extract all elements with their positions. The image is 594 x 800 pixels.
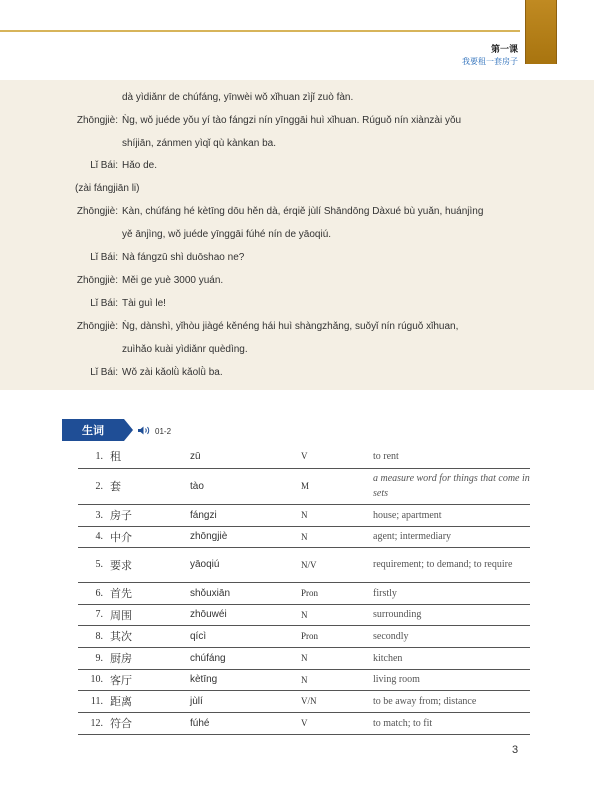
vocab-pos: N	[301, 504, 373, 526]
vocab-number: 1.	[78, 445, 110, 468]
vocab-pinyin: qícì	[190, 625, 301, 647]
vocab-english: a measure word for things that come in sets	[373, 468, 530, 504]
vocab-pinyin: fángzi	[190, 504, 301, 526]
vocab-english: firstly	[373, 582, 530, 604]
vocab-hanzi: 套	[110, 468, 190, 504]
stage-direction: (zài fángjiān li)	[75, 183, 140, 194]
dialogue-line: yě ānjìng, wǒ juéde yīnggāi fúhé nín de yāoqiú.	[122, 229, 332, 240]
page-number: 3	[512, 744, 519, 756]
vocab-hanzi: 中介	[110, 526, 190, 547]
vocab-hanzi: 租	[110, 445, 190, 468]
vocab-number: 9.	[78, 647, 110, 669]
dialogue-line: Wǒ zài kǎolǜ kǎolǜ ba.	[122, 367, 223, 378]
vocab-pos: Pron	[301, 582, 373, 604]
dialogue-line: Měi ge yuè 3000 yuán.	[122, 275, 224, 286]
dialogue-speaker: Lǐ Bái:	[90, 367, 118, 378]
vocab-number: 4.	[78, 526, 110, 547]
dialogue-speaker: Lǐ Bái:	[90, 160, 118, 171]
vocab-pos: Pron	[301, 625, 373, 647]
vocab-pinyin: zhōuwéi	[190, 604, 301, 625]
vocab-hanzi: 厨房	[110, 647, 190, 669]
dialogue-speaker: Zhōngjiè:	[76, 321, 118, 332]
dialogue-line: dà yìdiǎnr de chúfáng, yīnwèi wǒ xǐhuan zìjǐ zuò fàn.	[122, 92, 354, 103]
vocab-number: 7.	[78, 604, 110, 625]
table-row	[78, 468, 530, 504]
vocab-table	[78, 445, 530, 735]
vocab-hanzi: 客厅	[110, 669, 190, 690]
dialogue-line: shíjiān, zánmen yìqǐ qù kànkan ba.	[122, 138, 276, 149]
dialogue-speaker: Lǐ Bái:	[90, 298, 118, 309]
vocab-pos: V/N	[301, 690, 373, 712]
badge-arrow	[124, 419, 133, 441]
vocab-number: 12.	[78, 712, 110, 734]
vocab-pinyin: jùlí	[190, 690, 301, 712]
table-row	[78, 526, 530, 547]
vocab-pinyin: shǒuxiān	[190, 582, 301, 604]
vocab-english: secondly	[373, 625, 530, 647]
vocab-hanzi: 符合	[110, 712, 190, 734]
vocab-hanzi: 房子	[110, 504, 190, 526]
speaker-icon[interactable]	[137, 425, 151, 436]
vocab-pos: N	[301, 604, 373, 625]
vocab-english: surrounding	[373, 604, 530, 625]
dialogue-speaker: Lǐ Bái:	[90, 252, 118, 263]
header-rule	[0, 30, 520, 32]
dialogue-line: Nà fángzū shì duōshao ne?	[122, 252, 245, 263]
vocab-number: 11.	[78, 690, 110, 712]
dialogue-speaker: Zhōngjiè:	[76, 206, 118, 217]
dialogue-line: Tài guì le!	[122, 298, 166, 309]
lesson-number: 第一课	[490, 44, 518, 54]
vocab-pinyin: zhōngjiè	[190, 526, 301, 547]
table-row	[78, 625, 530, 647]
dialogue-line: Ǹg, wǒ juéde yǒu yí tào fángzi nín yīnggāi huì xǐhuan. Rúguǒ nín xiànzài yǒu	[122, 115, 462, 126]
table-row	[78, 669, 530, 690]
vocab-number: 3.	[78, 504, 110, 526]
vocab-pinyin: yāoqiú	[190, 547, 301, 582]
vocab-number: 5.	[78, 547, 110, 582]
vocab-pos: N/V	[301, 547, 373, 582]
vocab-section-title: 生词	[62, 419, 124, 441]
vocab-pinyin: tào	[190, 468, 301, 504]
chapter-tab	[525, 0, 557, 64]
vocab-pinyin: kètīng	[190, 669, 301, 690]
table-row	[78, 604, 530, 625]
vocab-pinyin: zū	[190, 445, 301, 468]
audio-track-code: 01-2	[155, 427, 172, 436]
vocab-hanzi: 其次	[110, 625, 190, 647]
vocab-english: living room	[373, 669, 530, 690]
vocab-pinyin: chúfáng	[190, 647, 301, 669]
vocab-number: 2.	[78, 468, 110, 504]
vocab-number: 8.	[78, 625, 110, 647]
vocab-english: house; apartment	[373, 504, 530, 526]
table-row	[78, 712, 530, 734]
vocab-hanzi: 首先	[110, 582, 190, 604]
dialogue-box	[0, 80, 594, 390]
table-row	[78, 547, 530, 582]
vocab-pos: M	[301, 468, 373, 504]
dialogue-line: Ǹg, dànshì, yǐhòu jiàgé kěnéng hái huì shàngzhǎng, suǒyǐ nín rúguǒ xǐhuan,	[122, 321, 459, 332]
vocab-number: 10.	[78, 669, 110, 690]
vocab-pos: V	[301, 712, 373, 734]
dialogue-line: Hǎo de.	[122, 160, 158, 171]
table-row	[78, 647, 530, 669]
page-header	[0, 0, 594, 80]
dialogue-speaker: Zhōngjiè:	[76, 115, 118, 126]
vocab-english: to rent	[373, 445, 530, 468]
table-row	[78, 582, 530, 604]
vocab-english: to be away from; distance	[373, 690, 530, 712]
vocab-english: agent; intermediary	[373, 526, 530, 547]
table-row	[78, 690, 530, 712]
vocab-pos: N	[301, 526, 373, 547]
vocab-english: to match; to fit	[373, 712, 530, 734]
table-row	[78, 504, 530, 526]
table-row	[78, 445, 530, 468]
vocab-pos: N	[301, 647, 373, 669]
vocab-hanzi: 周围	[110, 604, 190, 625]
dialogue-line: zuìhǎo kuài yìdiǎnr quèdìng.	[122, 344, 248, 355]
vocab-pos: N	[301, 669, 373, 690]
dialogue-line: Kàn, chúfáng hé kètīng dōu hěn dà, érqiě jùlí Shāndōng Dàxué bù yuǎn, huánjìng	[122, 206, 484, 217]
vocab-hanzi: 距离	[110, 690, 190, 712]
vocab-pos: V	[301, 445, 373, 468]
dialogue-speaker: Zhōngjiè:	[76, 275, 118, 286]
vocab-english: kitchen	[373, 647, 530, 669]
lesson-title: 我要租一套房子	[462, 57, 518, 66]
vocab-hanzi: 要求	[110, 547, 190, 582]
vocab-pinyin: fúhé	[190, 712, 301, 734]
vocab-english: requirement; to demand; to require	[373, 547, 530, 582]
vocab-number: 6.	[78, 582, 110, 604]
